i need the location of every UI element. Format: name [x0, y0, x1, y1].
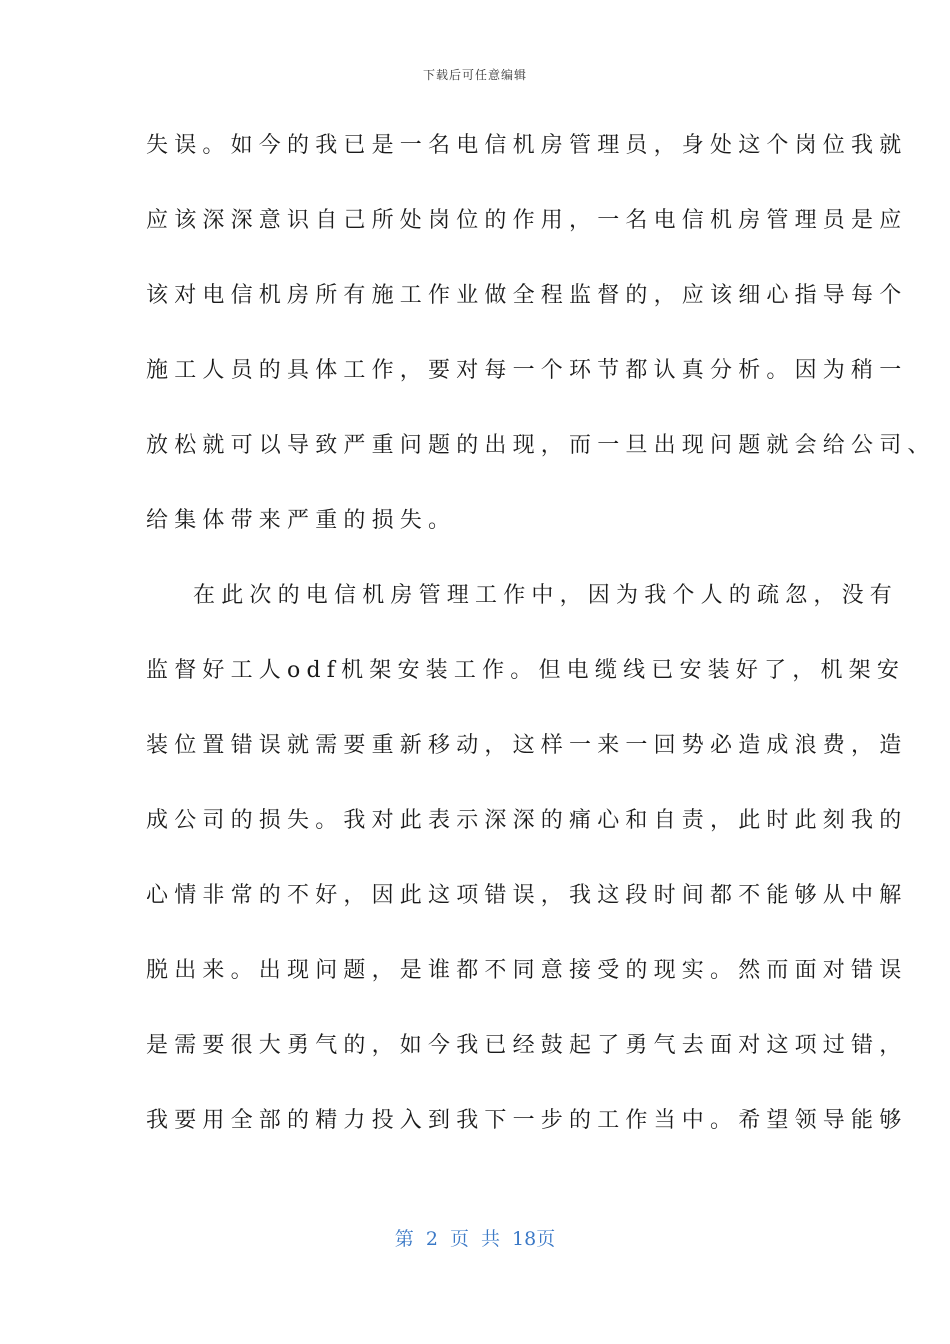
text-line: 是需要很大勇气的，如今我已经鼓起了勇气去面对这项过错， [146, 1033, 908, 1058]
text-line: 放松就可以导致严重问题的出现，而一旦出现问题就会给公司、 [146, 433, 936, 458]
paragraph-first-line: 在此次的电信机房管理工作中，因为我个人的疏忽，没有 [193, 583, 899, 608]
page-header: 下载后可任意编辑 [422, 68, 527, 82]
text-line: 失误。如今的我已是一名电信机房管理员，身处这个岗位我就 [146, 133, 908, 158]
text-line: 心情非常的不好，因此这项错误，我这段时间都不能够从中解 [146, 883, 908, 908]
text-line: 成公司的损失。我对此表示深深的痛心和自责，此时此刻我的 [146, 808, 908, 833]
text-line: 监督好工人odf机架安装工作。但电缆线已安装好了，机架安 [146, 658, 906, 683]
document-body [146, 126, 936, 1176]
text-line: 装位置错误就需要重新移动，这样一来一回势必造成浪费，造 [146, 733, 908, 758]
text-line: 我要用全部的精力投入到我下一步的工作当中。希望领导能够 [146, 1108, 908, 1133]
text-line: 应该深深意识自己所处岗位的作用，一名电信机房管理员是应 [146, 208, 908, 233]
text-line: 该对电信机房所有施工作业做全程监督的，应该细心指导每个 [146, 283, 908, 308]
page-number-footer: 第 2 页 共 18页 [394, 1228, 556, 1250]
text-line: 给集体带来严重的损失。 [146, 508, 457, 533]
text-line: 脱出来。出现问题，是谁都不同意接受的现实。然而面对错误 [146, 958, 908, 983]
text-line: 施工人员的具体工作，要对每一个环节都认真分析。因为稍一 [146, 358, 908, 383]
